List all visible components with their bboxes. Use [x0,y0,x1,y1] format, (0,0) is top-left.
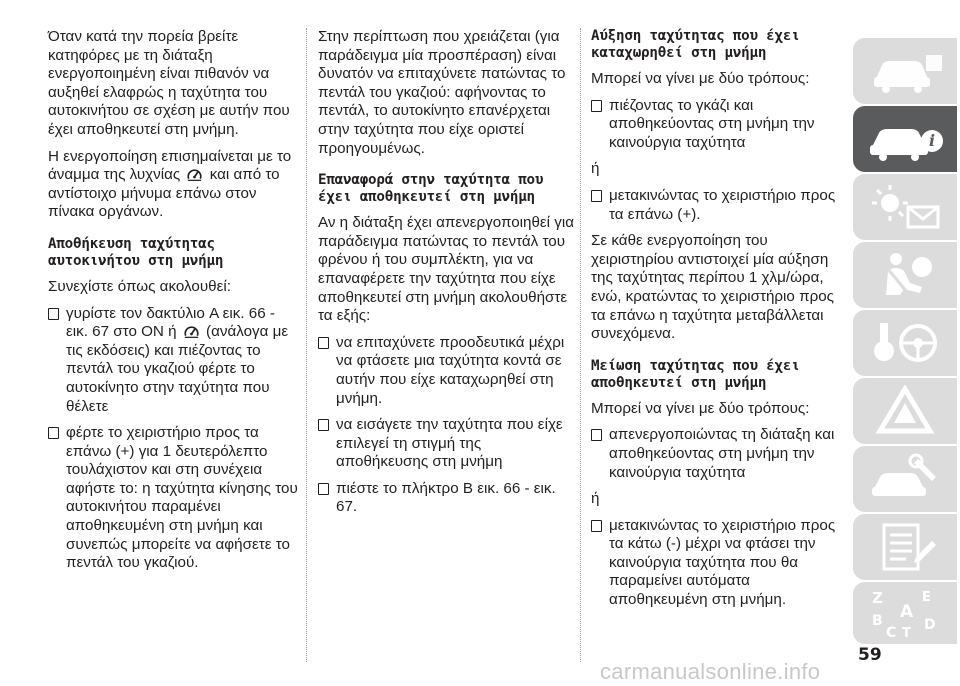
car-specs-icon [866,521,944,573]
index-letter: Z [872,589,883,607]
list-item-text: πιέστε το πλήκτρο B εικ. 66 - εικ. 67. [336,479,556,516]
svg-text:i: i [928,131,936,150]
list-item [318,334,576,408]
paragraph: Αν η διάταξη έχει απενεργοποιηθεί για παράδειγμα πατώντας το πεντάλ του φρένου ή του συμπλέκτη, για να επαναφέρετε την ταχύτητα που είχε αποθηκευτεί στη μνήμη ακολουθήστε τα εξής: [318,214,575,325]
list-item-text: πιέζοντας το γκάζι και αποθηκεύοντας στη μνήμη την καινούργια ταχύτητα [609,96,815,151]
car-info-active-icon [866,113,944,165]
list-item [318,480,576,517]
list-item-text: να εισάγετε την ταχύτητα που είχε επιλεγεί τη στιγμή της αποθήκευσης στη μνήμη [336,416,563,471]
paragraph: Μπορεί να γίνει με δύο τρόπους: [591,70,810,87]
text-column-1 [48,28,298,581]
checkbox-bullet-icon [48,308,59,320]
paragraph: Σε κάθε ενεργοποίηση του χειριστηρίου αντιστοιχεί μία αύξηση της ταχύτητας περίπου 1 χλμ/ώρα, ενώ, κρατώντας το χειριστήριο προς τα επάνω η ταχύτητα μεταβάλλεται συνεχόμενα. [591,232,834,343]
tab-warning-lights[interactable] [853,174,957,240]
paragraph-indicator [48,148,298,222]
cruise-control-icon [186,167,203,182]
index-letter: D [924,617,936,633]
tab-emergency[interactable] [853,378,957,444]
wrench-car-icon [866,453,944,505]
section-heading: Επαναφορά στην ταχύτητα που έχει αποθηκευτεί στη μνήμη [318,172,544,206]
paragraph: Συνεχίστε όπως ακολουθεί: [48,277,231,295]
checkbox-bullet-icon [318,483,329,495]
checkbox-bullet-icon [318,419,329,431]
list-item [591,97,849,153]
page-number: 59 [858,645,882,665]
checkbox-bullet-icon [591,100,602,112]
paragraph-text: και από το αντίστοιχο μήνυμα επάνω στον πίνακα οργάνων. [48,166,280,221]
list-item-text: (ανάλογα με τις εκδόσεις) και πιέζοντας το πεντάλ του γκαζιού φέρτε το αυτοκίνητο στην ταχύτητα που θέλετε [66,323,289,415]
seatbelt-airbag-icon [866,249,944,301]
paragraph: Στην περίπτωση που χρειάζεται (για παράδειγμα μία προσπέραση) είναι δυνατόν να επιταχύνετε πατώντας το πεντάλ του γκαζιού: αφήνοντας το πεντάλ, το αυτοκίνητο επανέρχεται στην ταχύτητα που είχε οριστεί προηγουμένως. [318,28,566,157]
paragraph: Μπορεί να γίνει με δύο τρόπους: [591,399,810,417]
index-letter: B [872,613,883,629]
paragraph: Όταν κατά την πορεία βρείτε κατηφόρες με τη διάταξη ενεργοποιημένη είναι πιθανόν να αυξηθεί ελαφρώς η ταχύτητα του αυτοκινήτου σε σχέση με αυτήν που έχει αποθηκευτεί στη μνήμη. [48,28,290,138]
watermark: carmanualsonline.info [600,659,821,684]
tab-car-info-active[interactable] [853,106,957,172]
list-item-text: φέρτε το χειριστήριο προς τα επάνω (+) για 1 δευτερόλεπτο τουλάχιστον και στη συνέχεια αφήστε το: η ταχύτητα κίνησης του αυτοκινήτου παραμένει αποθηκευμένη στη μνήμη και συνεπώς μπορείτε να αφήσετε το πεντάλ του γκαζιού. [66,424,298,572]
tab-safety[interactable] [853,242,957,308]
warning-triangle-icon [866,385,944,437]
checkbox-bullet-icon [591,190,602,202]
list-item [48,305,298,417]
text-column-2 [318,28,576,525]
section-heading: Αποθήκευση ταχύτητας αυτοκινήτου στη μνήμη [48,235,224,269]
list-item [591,187,849,224]
column-divider [306,28,307,662]
list-item-text: να επιταχύνετε προοδευτικά μέχρι να φτάσετε μια ταχύτητα κοντά σε αυτήν που είχε καταχωρηθεί στη μνήμη. [336,333,565,407]
index-letter: A [900,602,914,622]
index-letter: T [902,626,911,639]
section-heading: Αύξηση ταχύτητας που έχει καταχωρηθεί στη μνήμη [591,28,800,61]
column-divider [580,28,581,662]
car-info-icon [866,45,944,97]
chapter-tab-strip [853,38,960,650]
list-item-text: μετακινώντας το χειριστήριο προς τα κάτω (-) μέχρι να φτάσει την καινούργια ταχύτητα που θα παραμείνει αυτόματα αποθηκευμένη στη μνήμη. [609,516,836,609]
list-item [591,426,849,482]
tab-starting-driving[interactable] [853,310,957,376]
key-steering-icon [866,317,944,369]
list-item-text: γυρίστε τον δακτύλιο A εικ. 66 - εικ. 67 στο ON ή [66,304,275,341]
section-heading: Μείωση ταχύτητας που έχει αποθηκευτεί στη μνήμη [591,357,800,391]
text-column-3 [591,28,849,618]
list-item [318,416,576,472]
index-letter: E [922,590,931,605]
checkbox-bullet-icon [48,427,59,439]
index-letters-icon [866,587,944,639]
checkbox-bullet-icon [591,520,602,532]
tab-car-info[interactable] [853,38,957,104]
or-separator: ή [591,490,600,508]
or-separator: ή [591,160,600,178]
checkbox-bullet-icon [318,337,329,349]
tab-maintenance[interactable] [853,446,957,512]
tab-technical-data[interactable] [853,514,957,580]
checkbox-bullet-icon [591,429,602,441]
index-letter: C [886,625,897,639]
paragraph-text: Η ενεργοποίηση επισημαίνεται με το άναμμα της λυχνίας [48,147,292,184]
cruise-control-icon [183,324,200,339]
list-item-text: μετακινώντας το χειριστήριο προς τα επάνω (+). [609,186,836,223]
tab-index[interactable] [853,582,957,644]
list-item-text: απενεργοποιώντας τη διάταξη και αποθηκεύοντας στη μνήμη την καινούργια ταχύτητα [609,426,835,481]
list-item [591,517,849,610]
list-item [48,424,298,573]
warning-lights-icon [866,181,944,233]
